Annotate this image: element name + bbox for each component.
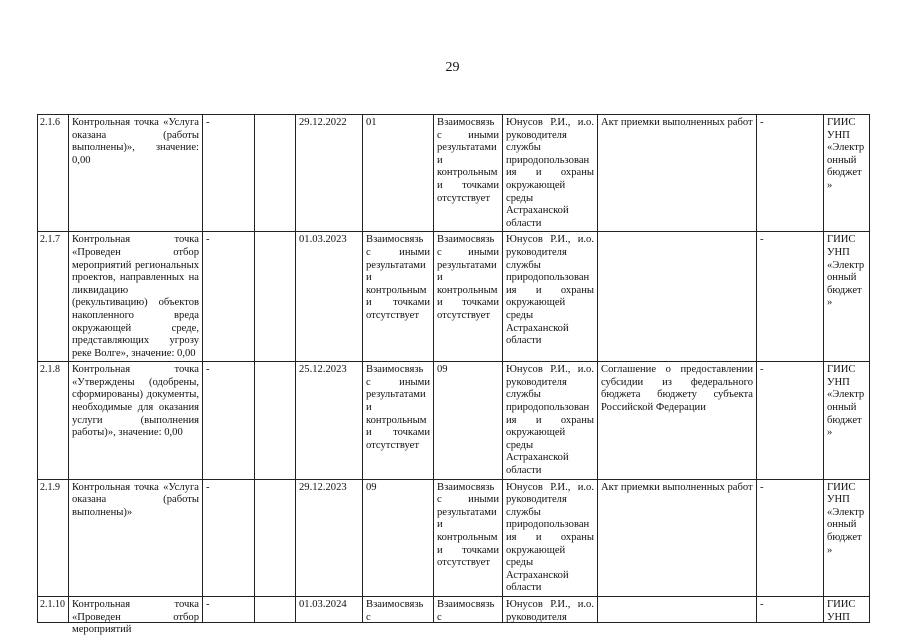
cell-empty xyxy=(255,596,296,622)
cell-responsible xyxy=(503,596,598,622)
cell-empty xyxy=(255,115,296,232)
cell-document: Соглашение о предоставлении субсидии из федерального бюджета бюджету субъекта Российской Федерации xyxy=(598,362,757,479)
cell-text: - xyxy=(760,598,764,610)
cell-empty xyxy=(255,479,296,596)
cell-dash: - xyxy=(203,479,255,596)
cell-code: 09 xyxy=(363,479,434,596)
control-point-name: Контрольная точка «Услуга оказана (работы выполнены)» xyxy=(69,479,203,596)
cell-date xyxy=(296,596,363,622)
cell-text: ГИИС УНП xyxy=(827,598,856,623)
cell-code: 01 xyxy=(363,115,434,232)
cell-document xyxy=(598,596,757,622)
cell-dash: - xyxy=(757,479,824,596)
cell-text: Контрольная точка «Проведен отбор мероприятий xyxy=(72,598,199,636)
cell-responsible: Юнусов Р.И., и.о. руководителя службы природопользования и охраны окружающей среды Астраханской области xyxy=(503,362,598,479)
cell-system: ГИИС УНП «Электронный бюджет» xyxy=(824,362,870,479)
cell-dash: - xyxy=(757,362,824,479)
row-number xyxy=(38,596,69,622)
cell-dash xyxy=(757,596,824,622)
cell-link: Взаимосвязь с иными результатами и контрольными точками отсутствует xyxy=(434,232,503,362)
cell-date: 29.12.2022 xyxy=(296,115,363,232)
row-number: 2.1.8 xyxy=(38,362,69,479)
cell-text: 01.03.2024 xyxy=(299,598,347,610)
cell-date: 01.03.2023 xyxy=(296,232,363,362)
cell-responsible: Юнусов Р.И., и.о. руководителя службы природопользования и охраны окружающей среды Астраханской области xyxy=(503,115,598,232)
cell-date: 29.12.2023 xyxy=(296,479,363,596)
cell-dash: - xyxy=(203,362,255,479)
cell-code xyxy=(363,596,434,622)
cell-document: Акт приемки выполненных работ xyxy=(598,479,757,596)
row-number: 2.1.9 xyxy=(38,479,69,596)
cell-empty xyxy=(255,232,296,362)
cell-code: Взаимосвязь с иными результатами и контрольными точками отсутствует xyxy=(363,232,434,362)
table-row xyxy=(38,596,870,622)
table-row xyxy=(38,479,870,596)
cell-link xyxy=(434,596,503,622)
table-row xyxy=(38,362,870,479)
cell-text: 2.1.10 xyxy=(40,598,65,610)
cell-link: Взаимосвязь с иными результатами и контрольными точками отсутствует xyxy=(434,115,503,232)
cell-text: Взаимосвязь с xyxy=(437,598,495,623)
table-row xyxy=(38,232,870,362)
control-point-name xyxy=(69,596,203,636)
table-row xyxy=(38,115,870,232)
cell-date: 25.12.2023 xyxy=(296,362,363,479)
control-point-name: Контрольная точка «Утверждены (одобрены, сформированы) документы, необходимые для оказания услуги (выполнения работы)», значение: 0,00 xyxy=(69,362,203,479)
cell-text: Взаимосвязь с xyxy=(366,598,424,623)
cell-link: 09 xyxy=(434,362,503,479)
control-point-name: Контрольная точка «Услуга оказана (работы выполнены)», значение: 0,00 xyxy=(69,115,203,232)
cell-text: Юнусов Р.И., и.о. руководителя xyxy=(506,598,594,623)
cell-document xyxy=(598,232,757,362)
row-number: 2.1.7 xyxy=(38,232,69,362)
cell-dash xyxy=(203,596,255,622)
cell-system xyxy=(824,596,870,622)
row-number: 2.1.6 xyxy=(38,115,69,232)
cell-system: ГИИС УНП «Электронный бюджет» xyxy=(824,479,870,596)
cell-document: Акт приемки выполненных работ xyxy=(598,115,757,232)
cell-dash: - xyxy=(203,115,255,232)
cell-responsible: Юнусов Р.И., и.о. руководителя службы природопользования и охраны окружающей среды Астраханской области xyxy=(503,232,598,362)
cell-dash: - xyxy=(203,232,255,362)
cell-system: ГИИС УНП «Электронный бюджет» xyxy=(824,115,870,232)
cell-dash: - xyxy=(757,115,824,232)
cell-code: Взаимосвязь с иными результатами и контрольными точками отсутствует xyxy=(363,362,434,479)
control-points-table xyxy=(37,114,870,636)
cell-system: ГИИС УНП «Электронный бюджет» xyxy=(824,232,870,362)
cell-dash: - xyxy=(757,232,824,362)
control-point-name: Контрольная точка «Проведен отбор мероприятий региональных проектов, направленных на ликвидацию (рекультивацию) объектов накопленного вреда окружающей среде, представляющих угрозу реке Волге», значение: 0,00 xyxy=(69,232,203,362)
cell-empty xyxy=(255,362,296,479)
page-number: 29 xyxy=(445,60,460,75)
cell-link: Взаимосвязь с иными результатами и контрольными точками отсутствует xyxy=(434,479,503,596)
cell-text: - xyxy=(206,598,210,610)
cell-responsible: Юнусов Р.И., и.о. руководителя службы природопользования и охраны окружающей среды Астраханской области xyxy=(503,479,598,596)
